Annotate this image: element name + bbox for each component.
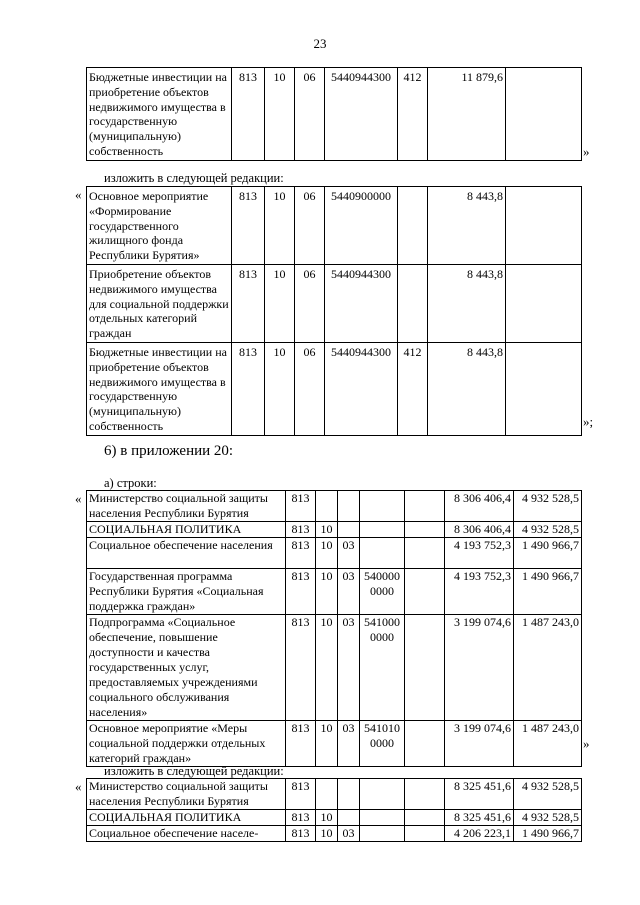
row-name: Бюджетные инвестиции на приобретение объектов недвижимого имущества в государственную (муниципальную) собственность (87, 342, 232, 435)
vr-code (405, 538, 445, 569)
subsection-a: а) строки: (104, 476, 157, 490)
table-row (87, 569, 582, 615)
vr-code (405, 522, 445, 538)
sum2-value: 4 932 528,5 (514, 779, 582, 810)
sum1-value: 8 325 451,6 (445, 779, 514, 810)
vr-code (398, 187, 428, 265)
ved-code: 813 (286, 522, 316, 538)
csr-code: 5440944300 (325, 264, 398, 342)
razdel-code: 10 (265, 187, 295, 265)
sum2-value (506, 264, 582, 342)
csr-code (360, 538, 405, 569)
open-quote: « (75, 187, 82, 202)
section-heading: 6) в приложении 20: (104, 443, 234, 459)
podrazdel-code: 06 (295, 264, 325, 342)
open-quote: « (75, 491, 82, 506)
sum-value: 8 443,8 (428, 187, 506, 265)
razdel-code (316, 779, 338, 810)
podrazdel-code: 03 (338, 826, 360, 842)
razdel-code: 10 (265, 342, 295, 435)
vr-code (405, 826, 445, 842)
razdel-code: 10 (265, 68, 295, 161)
sum1-value: 8 306 406,4 (445, 491, 514, 522)
razdel-code: 10 (316, 538, 338, 569)
ved-code: 813 (286, 826, 316, 842)
ved-code: 813 (286, 615, 316, 721)
table-row (87, 826, 582, 842)
csr-code (360, 491, 405, 522)
podrazdel-code: 03 (338, 615, 360, 721)
sum1-value: 8 306 406,4 (445, 522, 514, 538)
vr-code (405, 721, 445, 767)
row-name: Бюджетные инвестиции на приобретение объектов недвижимого имущества в государственную (муниципальную) собственность (87, 68, 232, 161)
vr-code: 412 (398, 342, 428, 435)
sum1-value: 4 193 752,3 (445, 538, 514, 569)
sum2-value: 1 487 243,0 (514, 721, 582, 767)
sum1-value: 3 199 074,6 (445, 721, 514, 767)
table-row (87, 810, 582, 826)
vr-code: 412 (398, 68, 428, 161)
csr-code: 5440944300 (325, 68, 398, 161)
podrazdel-code: 03 (338, 538, 360, 569)
ved-code: 813 (286, 810, 316, 826)
vr-code (398, 264, 428, 342)
table-row (87, 721, 582, 767)
podrazdel-code (338, 491, 360, 522)
podrazdel-code: 06 (295, 187, 325, 265)
row-name: Социальное обеспечение населения (87, 538, 286, 569)
csr-code: 541000 0000 (360, 615, 405, 721)
vr-code (405, 779, 445, 810)
sum2-value (506, 187, 582, 265)
podrazdel-code: 03 (338, 569, 360, 615)
ved-code: 813 (286, 491, 316, 522)
ved-code: 813 (232, 187, 265, 265)
table-row (87, 342, 582, 435)
close-quote: » (583, 144, 590, 159)
sum-value: 8 443,8 (428, 264, 506, 342)
sum1-value: 4 206 223,1 (445, 826, 514, 842)
sum-value: 11 879,6 (428, 68, 506, 161)
razdel-code (316, 491, 338, 522)
ved-code: 813 (232, 68, 265, 161)
csr-code (360, 826, 405, 842)
sum2-value: 1 490 966,7 (514, 538, 582, 569)
sum1-value: 8 325 451,6 (445, 810, 514, 826)
razdel-code: 10 (316, 721, 338, 767)
razdel-code: 10 (316, 810, 338, 826)
ved-code: 813 (232, 342, 265, 435)
table-row (87, 522, 582, 538)
sum2-value: 4 932 528,5 (514, 810, 582, 826)
row-name: Государственная программа Республики Бурятия «Социальная поддержка граждан» (87, 569, 286, 615)
row-name: Министерство социальной защиты населения Республики Бурятия (87, 491, 286, 522)
razdel-code: 10 (265, 264, 295, 342)
sum1-value: 4 193 752,3 (445, 569, 514, 615)
razdel-code: 10 (316, 615, 338, 721)
page-number: 23 (313, 36, 327, 51)
csr-code: 5440900000 (325, 187, 398, 265)
redaction-text-2: изложить в следующей редакции: (104, 764, 284, 778)
sum2-value (506, 342, 582, 435)
csr-code (360, 522, 405, 538)
podrazdel-code: 03 (338, 721, 360, 767)
razdel-code: 10 (316, 522, 338, 538)
row-name: СОЦИАЛЬНАЯ ПОЛИТИКА (87, 810, 286, 826)
sum2-value: 1 490 966,7 (514, 569, 582, 615)
csr-code: 541010 0000 (360, 721, 405, 767)
ved-code: 813 (232, 264, 265, 342)
row-name: Социальное обеспечение населе- (87, 826, 286, 842)
close-quote: » (583, 736, 590, 751)
ved-code: 813 (286, 538, 316, 569)
podrazdel-code (338, 810, 360, 826)
close-quote: »; (583, 414, 594, 429)
podrazdel-code (338, 779, 360, 810)
table-row (87, 264, 582, 342)
vr-code (405, 615, 445, 721)
row-name: Подпрограмма «Социальное обеспечение, повышение доступности и качества государственных услуг, предоставляемых учреждениями социального обслуживания населения» (87, 615, 286, 721)
row-name: Основное мероприятие «Меры социальной поддержки отдельных категорий граждан» (87, 721, 286, 767)
budget-table-3 (86, 490, 582, 767)
razdel-code: 10 (316, 826, 338, 842)
budget-table-2 (86, 186, 582, 436)
vr-code (405, 810, 445, 826)
table-row (87, 68, 582, 161)
podrazdel-code (338, 522, 360, 538)
razdel-code: 10 (316, 569, 338, 615)
table-row (87, 491, 582, 522)
budget-table-4 (86, 778, 582, 842)
row-name: Министерство социальной защиты населения Республики Бурятия (87, 779, 286, 810)
sum2-value: 1 490 966,7 (514, 826, 582, 842)
table-row (87, 187, 582, 265)
csr-code: 540000 0000 (360, 569, 405, 615)
table-row (87, 615, 582, 721)
table-row (87, 538, 582, 569)
csr-code (360, 779, 405, 810)
open-quote: « (75, 779, 82, 794)
ved-code: 813 (286, 721, 316, 767)
row-name: Основное мероприятие «Формирование государственного жилищного фонда Республики Бурятия» (87, 187, 232, 265)
ved-code: 813 (286, 569, 316, 615)
sum2-value: 4 932 528,5 (514, 491, 582, 522)
ved-code: 813 (286, 779, 316, 810)
row-name: СОЦИАЛЬНАЯ ПОЛИТИКА (87, 522, 286, 538)
sum-value: 8 443,8 (428, 342, 506, 435)
sum2-value: 4 932 528,5 (514, 522, 582, 538)
budget-table-1 (86, 67, 582, 161)
csr-code: 5440944300 (325, 342, 398, 435)
vr-code (405, 569, 445, 615)
sum1-value: 3 199 074,6 (445, 615, 514, 721)
redaction-text-1: изложить в следующей редакции: (104, 171, 284, 185)
sum2-value: 1 487 243,0 (514, 615, 582, 721)
sum2-value (506, 68, 582, 161)
row-name: Приобретение объектов недвижимого имущества для социальной поддержки отдельных категорий граждан (87, 264, 232, 342)
podrazdel-code: 06 (295, 68, 325, 161)
vr-code (405, 491, 445, 522)
podrazdel-code: 06 (295, 342, 325, 435)
table-row (87, 779, 582, 810)
csr-code (360, 810, 405, 826)
